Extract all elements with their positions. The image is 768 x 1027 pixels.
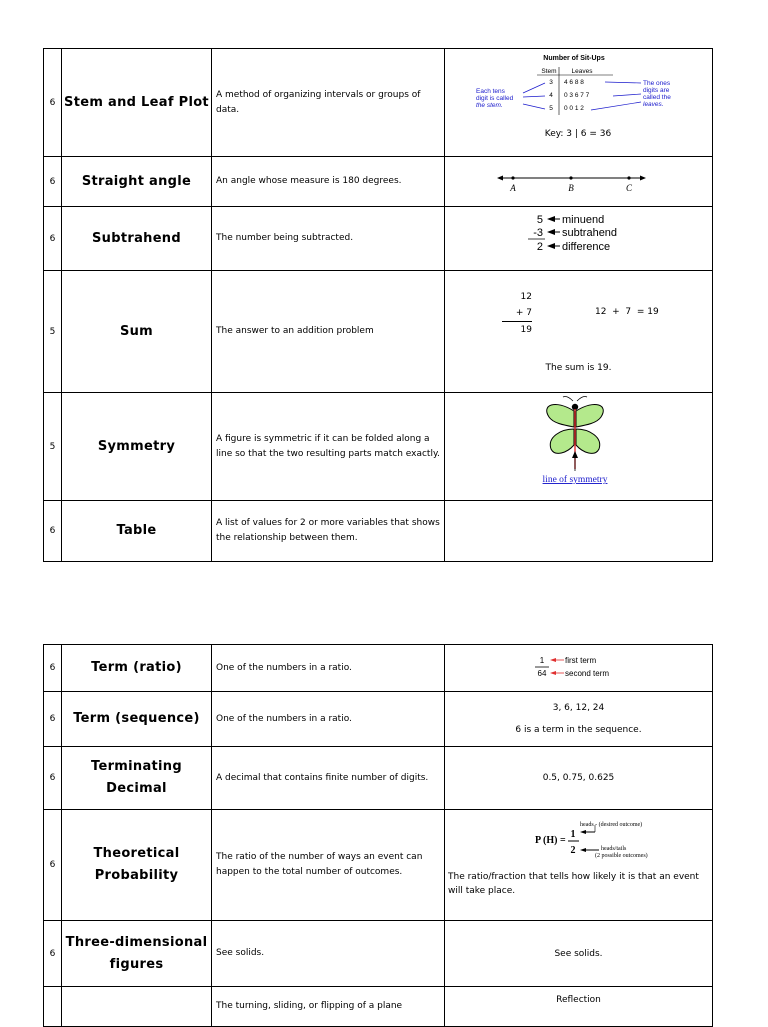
definition-cell: A decimal that contains finite number of digits.	[212, 747, 445, 810]
first-term-label: first term	[565, 656, 597, 665]
term-cell: Term (sequence)	[62, 692, 212, 747]
point-label: C	[625, 183, 633, 193]
table-row	[44, 810, 713, 921]
term-cell: Table	[62, 501, 212, 562]
definition-cell: A method of organizing intervals or groups of data.	[212, 49, 445, 157]
ratio-numerator: 1	[539, 656, 545, 665]
term-cell: Sum	[62, 271, 212, 393]
subtraction-diagram	[445, 207, 712, 267]
table-row	[44, 645, 713, 692]
term-cell	[62, 987, 212, 1027]
definition-cell: An angle whose measure is 180 degrees.	[212, 157, 445, 207]
stem-note: Each tens	[476, 88, 505, 95]
point-label: B	[568, 183, 574, 193]
arrow-left-icon	[580, 825, 599, 852]
term-cell: Theoretical Probability	[62, 810, 212, 921]
definition-cell: The number being subtracted.	[212, 207, 445, 271]
grade-cell: 5	[44, 393, 62, 501]
definition-cell: The turning, sliding, or flipping of a plane	[212, 987, 445, 1027]
sum-result: 19	[520, 325, 532, 335]
table-row	[44, 921, 713, 987]
straight-angle-diagram	[445, 157, 712, 203]
definition-cell: One of the numbers in a ratio.	[212, 692, 445, 747]
minuend-label: minuend	[562, 214, 605, 226]
grade-cell: 6	[44, 810, 62, 921]
definition-cell: One of the numbers in a ratio.	[212, 645, 445, 692]
term-cell: Straight angle	[62, 157, 212, 207]
table-row	[44, 271, 713, 393]
subtrahend-number: -3	[533, 227, 543, 239]
second-term-label: second term	[565, 669, 610, 678]
stem-value: 3	[549, 79, 553, 86]
example-cell	[445, 645, 713, 692]
definition-cell: A figure is symmetric if it can be folded along a line so that the two resulting parts match exactly.	[212, 393, 445, 501]
example-cell: See solids.	[445, 921, 713, 987]
leaf-values: 4 6 8 8	[564, 79, 584, 86]
stemleaf-key: Key: 3 | 6 = 36	[544, 129, 612, 139]
ratio-denominator: 64	[537, 669, 547, 678]
table-row	[44, 49, 713, 157]
minuend-number: 5	[536, 214, 543, 226]
arrowhead-left-icon	[497, 176, 503, 181]
definition-cell: A list of values for 2 or more variables that shows the relationship between them.	[212, 501, 445, 562]
probability-note: (2 possible outcomes)	[595, 853, 648, 859]
grade-cell: 6	[44, 747, 62, 810]
definition-cell: The answer to an addition problem	[212, 271, 445, 393]
grade-cell: 5	[44, 271, 62, 393]
example-cell: Reflection	[445, 987, 713, 1027]
sum-caption: The sum is 19.	[545, 363, 612, 373]
stem-leaf-diagram	[445, 49, 712, 153]
stem-header: Stem	[541, 68, 557, 75]
probability-diagram	[445, 810, 712, 866]
probability-denominator: 2	[570, 845, 576, 856]
table-row	[44, 393, 713, 501]
leaves-header: Leaves	[571, 68, 593, 75]
point-label: A	[510, 183, 516, 193]
probability-caption: The ratio/fraction that tells how likely it is that an event will take place.	[448, 872, 699, 896]
term-cell: Three-dimensional figures	[62, 921, 212, 987]
term-cell: Stem and Leaf Plot	[62, 49, 212, 157]
addend-a: 12	[520, 292, 532, 302]
sequence-values: 3, 6, 12, 24	[552, 703, 605, 713]
leaves-note: digits are	[643, 87, 670, 94]
grade-cell: 6	[44, 921, 62, 987]
example-cell	[445, 207, 713, 271]
example-cell	[445, 393, 713, 501]
glossary-table-1	[43, 48, 713, 562]
example-cell	[445, 810, 713, 921]
leaves-note: called the	[643, 94, 671, 101]
example-cell	[445, 271, 713, 393]
grade-cell	[44, 987, 62, 1027]
stem-value: 5	[549, 105, 553, 112]
example-cell	[445, 157, 713, 207]
grade-cell: 6	[44, 207, 62, 271]
butterfly-symmetry-icon	[445, 393, 712, 497]
term-cell: Term (ratio)	[62, 645, 212, 692]
arrow-up-icon	[572, 451, 578, 458]
stem-note: the stem.	[476, 102, 503, 109]
term-cell: Terminating Decimal	[62, 747, 212, 810]
arrow-left-icon	[550, 658, 564, 675]
example-cell	[445, 501, 713, 562]
probability-note: heads/tails	[601, 846, 627, 852]
table-row	[44, 157, 713, 207]
probability-note: heads - (desired outcome)	[580, 822, 643, 828]
definition-cell: The ratio of the number of ways an event can happen to the total number of outcomes.	[212, 810, 445, 921]
table-row	[44, 207, 713, 271]
example-cell	[445, 692, 713, 747]
term-cell: Subtrahend	[62, 207, 212, 271]
example-cell	[445, 49, 713, 157]
difference-label: difference	[562, 241, 611, 253]
sum-equation: 12 + 7 = 19	[595, 307, 659, 317]
subtrahend-label: subtrahend	[562, 227, 618, 239]
grade-cell: 6	[44, 501, 62, 562]
grade-cell: 6	[44, 49, 62, 157]
stem-value: 4	[549, 92, 553, 99]
addend-b: + 7	[502, 305, 532, 322]
arrowhead-right-icon	[640, 176, 646, 181]
sequence-caption: 6 is a term in the sequence.	[515, 725, 642, 735]
probability-expression: P (H) =	[535, 835, 566, 846]
ratio-term-diagram	[445, 645, 712, 688]
table-row	[44, 692, 713, 747]
leaves-note: leaves.	[643, 101, 664, 108]
definition-cell: See solids.	[212, 921, 445, 987]
glossary-table-2	[43, 644, 713, 1027]
stemleaf-title: Number of Sit-Ups	[543, 55, 605, 62]
probability-numerator: 1	[570, 829, 576, 840]
stem-note: digit is called	[476, 95, 514, 102]
leaves-note: The ones	[643, 80, 671, 87]
term-cell: Symmetry	[62, 393, 212, 501]
grade-cell: 6	[44, 645, 62, 692]
leaf-values: 0 0 1 2	[564, 105, 584, 112]
table-row	[44, 987, 713, 1027]
grade-cell: 6	[44, 157, 62, 207]
table-row	[44, 501, 713, 562]
grade-cell: 6	[44, 692, 62, 747]
arrow-left-icon	[547, 216, 560, 249]
table-row	[44, 747, 713, 810]
symmetry-caption: line of symmetry	[542, 475, 608, 485]
leaf-values: 0 3 6 7 7	[564, 92, 590, 99]
example-cell: 0.5, 0.75, 0.625	[445, 747, 713, 810]
difference-number: 2	[536, 241, 543, 253]
